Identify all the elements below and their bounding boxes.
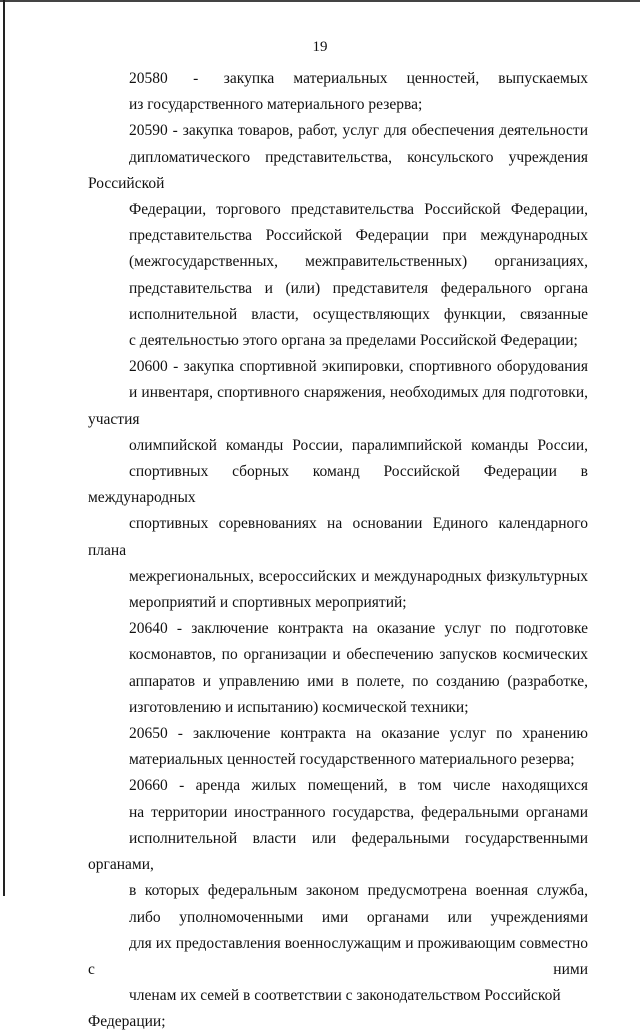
text-line: представительства и (или) представителя федерального органа bbox=[129, 279, 588, 297]
text-line: 20650 - заключение контракта на оказание услуг по хранению bbox=[129, 725, 588, 743]
text-line: 20640 - заключение контракта на оказание услуг по подготовке bbox=[129, 620, 588, 638]
paragraph-20660 bbox=[88, 773, 588, 1035]
paragraph-20650 bbox=[88, 721, 588, 773]
text-line: либо уполномоченными ими органами или учреждениями bbox=[129, 908, 588, 926]
text-line: для их предоставления военнослужащим и проживающим совместно с ними bbox=[88, 934, 588, 978]
paragraph-20590 bbox=[88, 118, 588, 354]
text-line: исполнительной власти или федеральными государственными органами, bbox=[88, 829, 588, 874]
text-line: мероприятий и спортивных мероприятий; bbox=[129, 594, 407, 612]
paragraph-20580 bbox=[88, 66, 588, 118]
scan-edge-top bbox=[0, 0, 640, 2]
text-line: межрегиональных, всероссийских и международных физкультурных bbox=[129, 567, 588, 585]
scan-edge-left bbox=[3, 0, 5, 896]
text-line: олимпийской команды России, паралимпийской команды России, bbox=[129, 436, 588, 454]
text-line: на территории иностранного государства, федеральными органами bbox=[129, 803, 588, 821]
text-line: с деятельностью этого органа за пределами Российской Федерации; bbox=[129, 332, 578, 350]
text-line: в которых федеральным законом предусмотрена военная служба, bbox=[129, 882, 588, 900]
text-line: аппаратов и управлению ими в полете, по созданию (разработке, bbox=[129, 672, 588, 690]
text-line: 20590 - закупка товаров, работ, услуг для обеспечения деятельности bbox=[129, 122, 588, 140]
text-line: членам их семей в соответствии с законодательством Российской Федерации; bbox=[88, 987, 561, 1031]
paragraph-20640 bbox=[88, 616, 588, 721]
text-line: спортивных соревнованиях на основании Единого календарного плана bbox=[88, 515, 588, 559]
text-line: космонавтов, по организации и обеспечению запусков космических bbox=[129, 646, 588, 664]
text-line: исполнительной власти, осуществляющих функции, связанные bbox=[129, 305, 588, 323]
document-body bbox=[88, 66, 588, 1036]
text-line: 20600 - закупка спортивной экипировки, спортивного оборудования bbox=[129, 358, 588, 376]
text-line: представительства Российской Федерации при международных bbox=[129, 227, 588, 245]
text-line: (межгосударственных, межправительственных) организациях, bbox=[129, 253, 588, 271]
text-line: дипломатического представительства, консульского учреждения Российской bbox=[88, 148, 588, 192]
text-line: и инвентаря, спортивного снаряжения, необходимых для подготовки, участия bbox=[88, 384, 588, 428]
paragraph-20600 bbox=[88, 354, 588, 616]
text-line: Федерации, торгового представительства Российской Федерации, bbox=[129, 201, 588, 219]
text-line: 20660 - аренда жилых помещений, в том числе находящихся bbox=[129, 777, 588, 795]
text-line: 20580 - закупка материальных ценностей, выпускаемых bbox=[129, 70, 588, 87]
text-line: из государственного материального резерва; bbox=[129, 96, 423, 114]
page-number: 19 bbox=[312, 39, 328, 55]
text-line: материальных ценностей государственного материального резерва; bbox=[129, 751, 575, 769]
text-line: спортивных сборных команд Российской Федерации в международных bbox=[88, 463, 588, 507]
text-line: изготовлению и испытанию) космической техники; bbox=[129, 698, 469, 716]
